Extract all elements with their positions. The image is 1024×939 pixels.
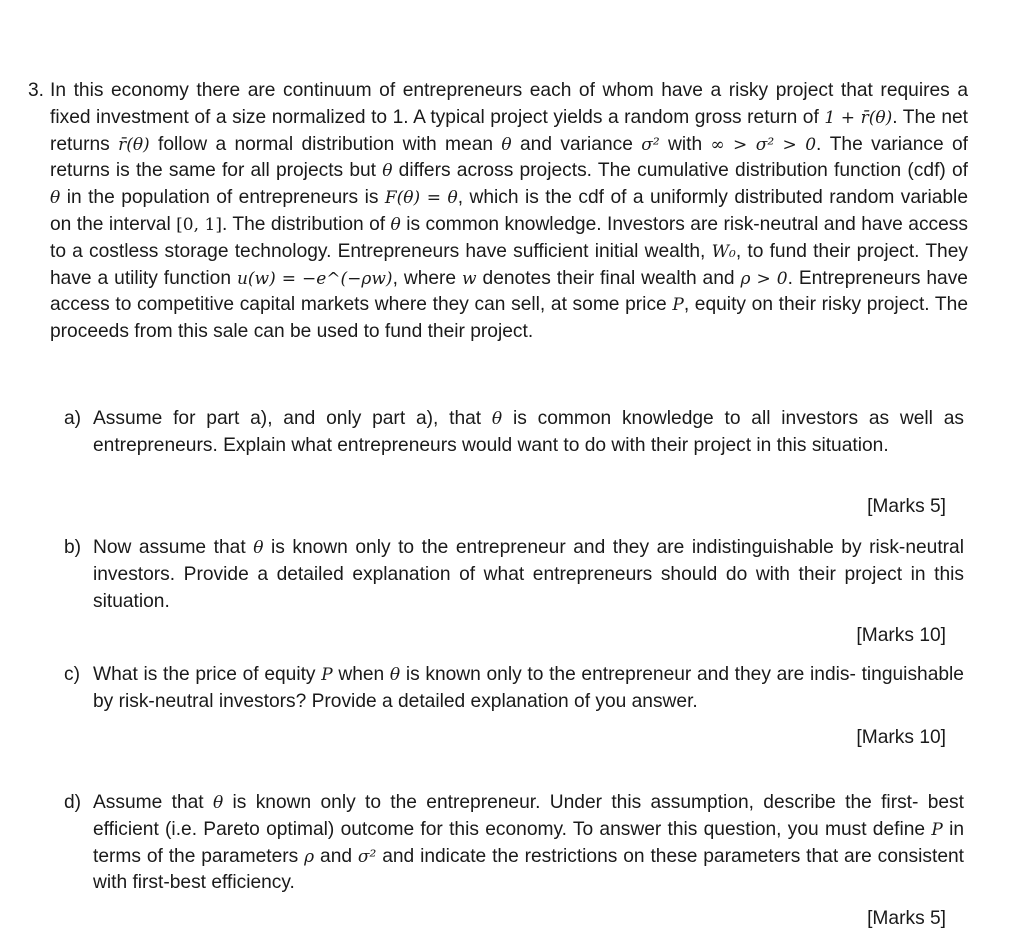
math-price: P (931, 819, 943, 840)
marks-label: [Marks 10] (856, 625, 946, 646)
text: In this economy there are continuum of entrepreneurs each of whom have a risky project that requires a fixed investment of a size normalized to 1. A typical project yields a random gross return of (50, 80, 968, 128)
text: , to fund their project. They have a utility function (50, 240, 968, 289)
part-c (64, 662, 964, 716)
text: is known only to the entrepreneur. Under this assumption, describe the first- best efficient (i.e. Pareto optimal) outcome for this economy. To answer this question, you must define (93, 792, 964, 840)
marks-label: [Marks 5] (867, 496, 946, 517)
math-theta: θ (50, 188, 61, 209)
part-label: d) (64, 792, 82, 813)
math-net-return: r̄(θ) (118, 134, 150, 155)
text: and indicate the restrictions on these parameters that are consistent with first-best efficiency. (93, 845, 965, 894)
question-3 (28, 78, 968, 346)
part-label: b) (64, 537, 82, 558)
part-d (64, 790, 964, 897)
part-body (93, 406, 964, 460)
part-body (93, 790, 964, 897)
math-price: P (321, 665, 333, 685)
part-label: a) (64, 408, 82, 429)
question-number: 3. (28, 80, 45, 101)
math-theta: θ (389, 665, 401, 685)
math-utility-function: u(w) = −e^(−ρw) (236, 268, 393, 289)
text: follow a normal distribution with mean (149, 133, 502, 155)
text: with (659, 133, 711, 155)
text: differs across projects. The cumulative distribution function (cdf) of (392, 160, 968, 182)
math-wealth: w (462, 268, 477, 289)
text: when (332, 664, 390, 685)
math-theta: θ (501, 134, 512, 155)
text: in the population of entrepreneurs is (60, 187, 385, 209)
text: is common knowledge to all investors as well as entrepreneurs. Explain what entrepreneurs would want to do with their project in this situation. (93, 408, 964, 456)
part-body (93, 535, 964, 615)
text: . The net returns (50, 106, 969, 155)
math-theta: θ (390, 214, 401, 235)
text: Assume that (93, 792, 213, 813)
math-rho: ρ (304, 846, 315, 867)
text: . The variance of returns is the same for all projects but (50, 133, 968, 182)
marks-label: [Marks 5] (867, 908, 946, 929)
math-theta: θ (491, 409, 503, 429)
math-theta: θ (212, 793, 224, 813)
part-body (93, 662, 964, 716)
text: . The distribution of (221, 213, 391, 235)
math-cdf: F(θ) = θ (384, 188, 458, 209)
math-rho-condition: ρ > 0 (740, 268, 788, 289)
text: denotes their final wealth and (476, 267, 741, 289)
math-variance-range: ∞ > σ² > 0 (710, 134, 817, 155)
math-sigma-squared: σ² (641, 134, 660, 155)
text: and variance (511, 133, 642, 155)
text: is known only to the entrepreneur and they are indistinguishable by risk-neutral investors. Provide a detailed explanation of what entrepreneurs should do with their project in this situation. (93, 537, 964, 612)
text: What is the price of equity (93, 664, 322, 685)
text: is common knowledge. Investors are risk-neutral and have access to a costless storage technology. Entrepreneurs have sufficient initial wealth, (50, 213, 968, 262)
text: , equity on their risky project. The proceeds from this sale can be used to fund their project. (50, 294, 968, 343)
text: Assume for part a), and only part a), that (93, 408, 492, 429)
text: , which is the cdf of a uniformly distributed random variable on the interval (50, 187, 968, 235)
marks-label: [Marks 10] (856, 727, 946, 748)
text: is known only to the entrepreneur and they are indis- tinguishable by risk-neutral investors? Provide a detailed explanation of you answer. (93, 664, 964, 712)
question-body (50, 78, 968, 346)
math-theta: θ (382, 161, 393, 182)
part-a (64, 406, 964, 460)
text: , where (392, 267, 463, 289)
text: . Entrepreneurs have access to competitive capital markets where they can sell, at some price (50, 267, 968, 316)
text: and (314, 845, 358, 867)
text: Now assume that (93, 537, 254, 558)
math-gross-return: 1 + r̄(θ) (824, 107, 893, 128)
math-sigma-squared: σ² (357, 846, 377, 867)
text: in terms of the parameters (93, 818, 965, 867)
math-theta: θ (253, 538, 264, 558)
math-price: P (672, 295, 684, 316)
part-label: c) (64, 664, 80, 685)
math-initial-wealth: W₀ (711, 241, 736, 262)
part-b (64, 535, 964, 615)
math-interval: [0, 1] (176, 214, 222, 235)
